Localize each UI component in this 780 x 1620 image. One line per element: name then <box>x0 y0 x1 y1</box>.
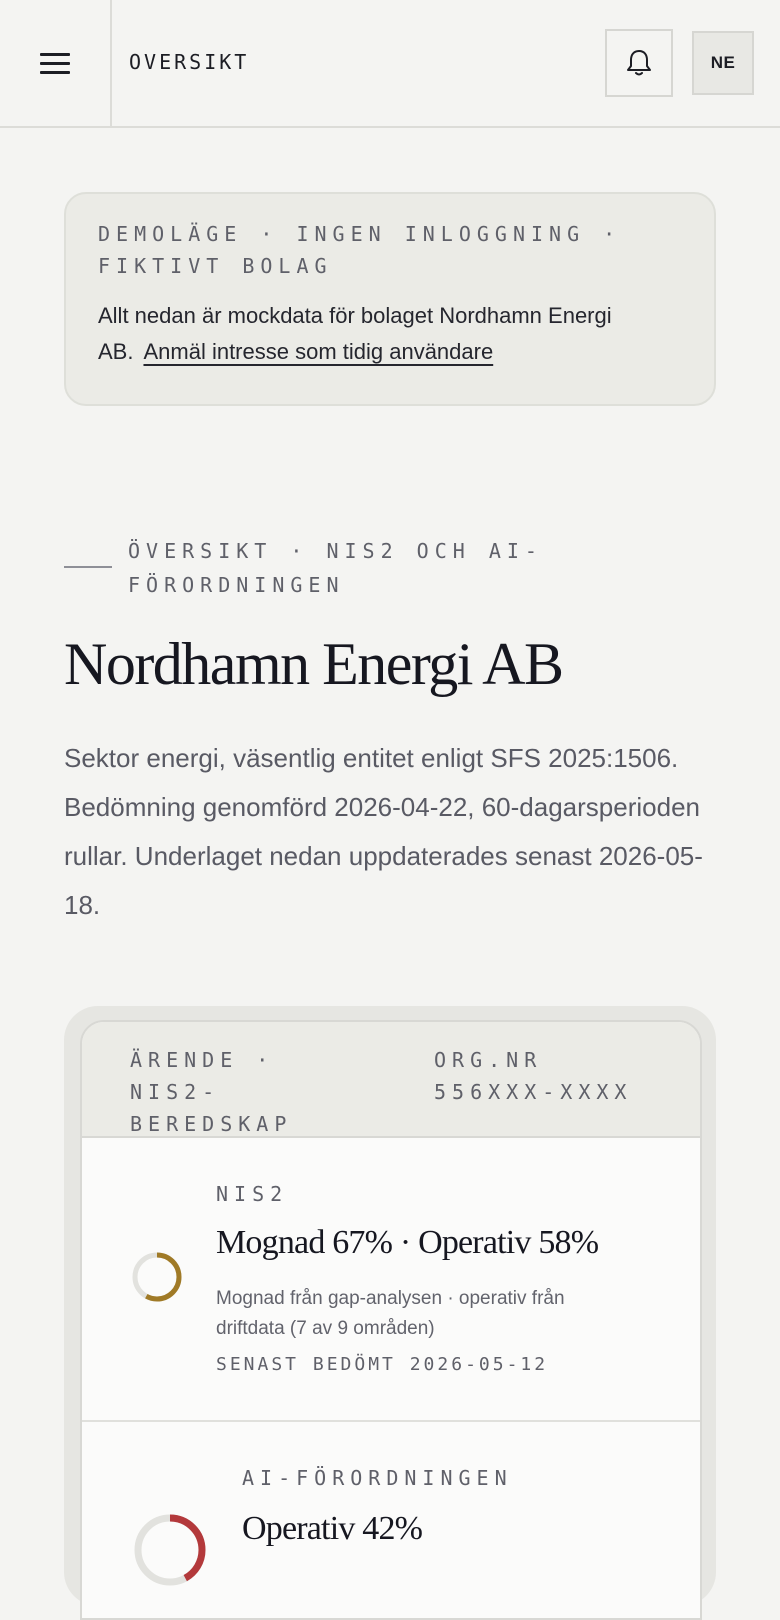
demo-banner-text <box>98 298 682 370</box>
status-item-label: AI-FÖRORDNINGEN <box>242 1466 513 1490</box>
progress-donut <box>132 1512 208 1588</box>
status-item-ai-act[interactable] <box>82 1422 700 1620</box>
status-item-date: SENAST BEDÖMT 2026-05-12 <box>216 1354 549 1375</box>
case-card-header <box>82 1022 700 1138</box>
menu-button[interactable] <box>0 0 112 126</box>
status-item-nis2[interactable] <box>82 1138 700 1422</box>
overview-eyebrow: ÖVERSIKT · NIS2 OCH AI-FÖRORDNINGEN <box>128 539 543 597</box>
early-access-link[interactable]: Anmäl intresse som tidig användare <box>143 339 494 364</box>
hamburger-icon <box>40 47 70 80</box>
progress-donut <box>130 1250 184 1304</box>
demo-banner-label: DEMOLÄGE · INGEN INLOGGNING · FIKTIVT BOLAG <box>98 222 622 278</box>
demo-banner <box>64 192 716 406</box>
demo-banner-message: Allt nedan är mockdata för bolaget Nordhamn Energi AB. <box>98 303 612 364</box>
case-label: ÄRENDE · NIS2-BEREDSKAP <box>130 1048 293 1136</box>
avatar[interactable]: NE <box>692 31 754 95</box>
org-number: ORG.NR 556XXX-XXXX <box>434 1048 633 1104</box>
page-title: OVERSIKT <box>129 50 250 74</box>
status-item-title: Operativ 42% <box>242 1510 423 1547</box>
status-item-description: Mognad från gap-analysen · operativ från driftdata (7 av 9 områden) <box>216 1288 565 1339</box>
case-card <box>80 1020 702 1620</box>
company-name: Nordhamn Energi AB <box>64 631 563 697</box>
top-bar <box>0 0 780 128</box>
notifications-button[interactable] <box>605 29 673 97</box>
status-item-label: NIS2 <box>216 1182 289 1206</box>
status-item-title: Mognad 67% · Operativ 58% <box>216 1224 599 1261</box>
bell-icon <box>625 48 653 78</box>
eyebrow-divider <box>64 566 112 568</box>
company-description: Sektor energi, väsentlig entitet enligt SFS 2025:1506. Bedömning genomförd 2026-04-22, 60-dagarsperioden rullar. Underlaget nedan uppdaterades senast 2026-05-18. <box>64 743 703 920</box>
